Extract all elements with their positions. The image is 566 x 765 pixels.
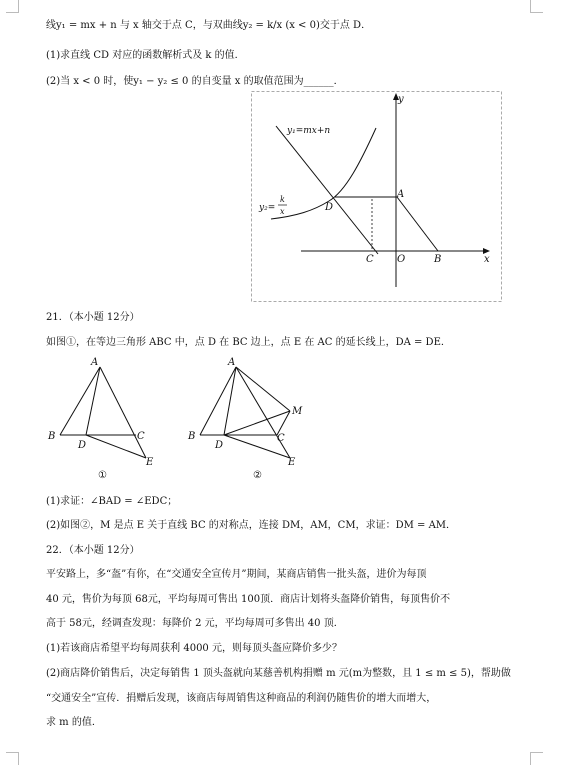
fig2-label-E: E (288, 457, 296, 468)
y2-numerator: k (280, 195, 285, 204)
q21-part2: (2)如图②，M 是点 E 关于直线 BC 的对称点，连接 DM，AM，CM，求证：DM = AM． (46, 520, 457, 531)
q21-stem: 如图①，在等边三角形 ABC 中，点 D 在 BC 边上，点 E 在 AC 的延长线上，DA = DE． (46, 337, 451, 348)
q22-heading: 22．（本小题 12分） (46, 545, 140, 556)
fig1-label-E: E (146, 457, 154, 468)
fig2-label-D: D (215, 440, 224, 451)
point-D-label: D (325, 202, 334, 213)
q22-part2: (2)商店降价销售后，决定每销售 1 顶头盔就向某慈善机构捐赠 m 元(m为整数，且 1 ≤ m ≤ 5)，帮助做 (46, 668, 511, 679)
corner-mark-bottom-left (6, 752, 19, 765)
fig2-line-AE (236, 367, 290, 458)
y-axis-label: y (398, 94, 404, 105)
fig2-label-M: M (292, 406, 303, 417)
corner-mark-top-left (6, 0, 19, 13)
q22-part2-cont2: 求 m 的值． (46, 717, 102, 728)
fig1-line-AE (100, 367, 146, 458)
point-A-label: A (397, 189, 405, 200)
fig1-segment-AD (86, 367, 100, 435)
y2-label-prefix: y₂= (259, 203, 276, 213)
q22-part1: (1)若该商店希望平均每周获利 4000 元，则每顶头盔应降价多少？ (46, 643, 342, 654)
y2-denominator: x (280, 207, 285, 216)
point-B-label: B (434, 254, 442, 265)
fig2-caption: ② (253, 470, 262, 481)
q20-stem-line: 线y₁ = mx + n 与 x 轴交于点 C，与双曲线y₂ = k/x (x < 0)交于点 D． (46, 20, 372, 31)
fig2-label-C: C (277, 433, 285, 444)
figure-2 (184, 355, 314, 483)
fig2-label-B: B (188, 431, 196, 442)
point-C-label: C (366, 254, 374, 265)
fig1-side-AB (60, 367, 100, 435)
fig1-label-B: B (48, 431, 56, 442)
x-axis-label: x (484, 254, 490, 265)
segment-AB (397, 197, 438, 251)
q22-text-line2: 40 元，售价为每顶 68元，平均每周可售出 100顶．商店计划将头盔降价销售，每顶售价不 (46, 594, 451, 605)
q20-part2: (2)当 x < 0 时，使y₁ − y₂ ≤ 0 的自变量 x 的取值范围为______． (46, 76, 344, 87)
line-y1 (276, 126, 378, 254)
fig2-segment-AD (224, 367, 236, 435)
q22-part2-cont1: “交通安全”宣传．捐赠后发现，该商店每周销售这种商品的利润仍随售价的增大而增大， (46, 693, 437, 704)
function-graph (251, 91, 502, 302)
fig2-segment-DM (224, 411, 290, 435)
q20-part1: (1)求直线 CD 对应的函数解析式及 k 的值． (46, 50, 245, 61)
corner-mark-top-right (530, 0, 543, 13)
q21-part1: (1)求证：∠BAD = ∠EDC； (46, 496, 178, 507)
q21-heading: 21．（本小题 12分） (46, 312, 140, 323)
fig2-side-AB (200, 367, 236, 435)
q22-text-line1: 平安路上，多“盔”有你，在“交通安全宣传月”期间，某商店销售一批头盔，进价为每顶 (46, 569, 427, 580)
corner-mark-bottom-right (530, 752, 543, 765)
hyperbola-curve (271, 128, 376, 219)
q22-text-line3: 高于 58元，经调查发现：每降价 2 元，平均每周可多售出 40 顶． (46, 618, 344, 629)
fig2-segment-AM (236, 367, 290, 411)
point-O-label: O (397, 254, 406, 265)
y1-label: y₁=mx+n (287, 126, 331, 136)
figure-1 (44, 355, 164, 483)
fig1-caption: ① (98, 470, 107, 481)
fig1-label-C: C (137, 431, 145, 442)
fig1-label-A: A (91, 357, 99, 368)
fig2-label-A: A (228, 357, 236, 368)
fig1-label-D: D (78, 440, 87, 451)
